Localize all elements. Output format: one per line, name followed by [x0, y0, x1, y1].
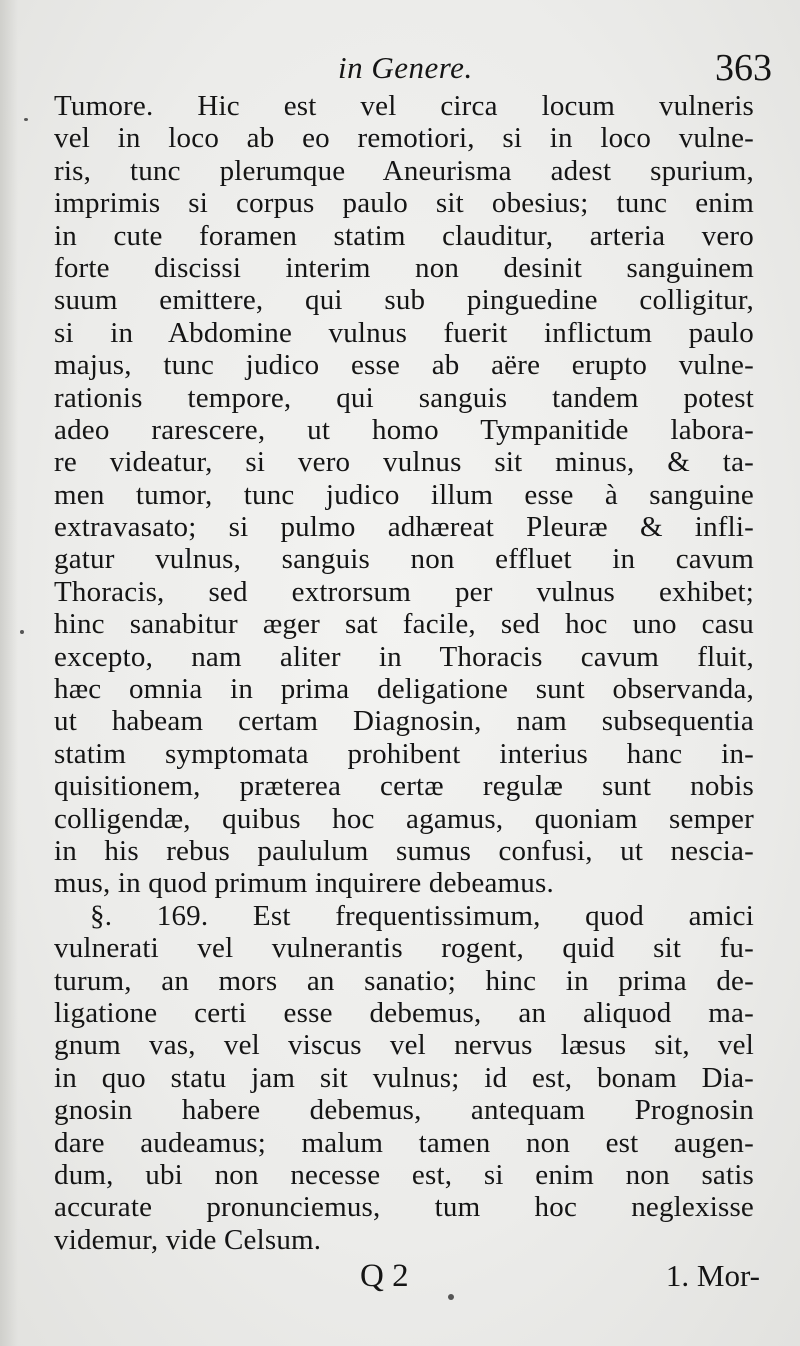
text-line: re videatur, si vero vulnus sit minus, & ta- — [54, 446, 754, 479]
text-line: vel in loco ab eo remotiori, si in loco vulne- — [54, 122, 754, 155]
text-line: gnum vas, vel viscus vel nervus læsus sit, vel — [54, 1029, 754, 1062]
text-line: dum, ubi non necesse est, si enim non satis — [54, 1158, 754, 1191]
text-line: colligendæ, quibus hoc agamus, quoniam semper — [54, 802, 754, 835]
text-line: adeo rarescere, ut homo Tympanitide labora- — [54, 413, 754, 446]
text-line: in quo statu jam sit vulnus; id est, bonam Dia- — [54, 1061, 754, 1094]
page-footer — [0, 1258, 800, 1308]
text-line: Thoracis, sed extrorsum per vulnus exhibet; — [54, 575, 754, 608]
text-line: quisitionem, præterea certæ regulæ sunt nobis — [54, 770, 754, 803]
text-line: men tumor, tunc judico illum esse à sanguine — [54, 478, 754, 511]
text-line: hinc sanabitur æger sat facile, sed hoc uno casu — [54, 608, 754, 641]
text-line: videmur, vide Celsum. — [54, 1223, 322, 1256]
ink-speck — [448, 1294, 454, 1300]
text-line: imprimis si corpus paulo sit obesius; tunc enim — [54, 187, 754, 220]
section-start-line: §. 169. Est frequentissimum, quod amici — [90, 899, 754, 932]
text-line: extravasato; si pulmo adhæreat Pleuræ & infli- — [54, 511, 754, 544]
text-line: accurate pronunciemus, tum hoc neglexisse — [54, 1191, 754, 1224]
text-line: ris, tunc plerumque Aneurisma adest spurium, — [54, 154, 754, 187]
text-line: rationis tempore, qui sanguis tandem potest — [54, 381, 754, 414]
body-text — [54, 90, 754, 1256]
text-line: hæc omnia in prima deligatione sunt observanda, — [54, 673, 754, 706]
text-line: gatur vulnus, sanguis non effluet in cavum — [54, 543, 754, 576]
text-line: suum emittere, qui sub pinguedine colligitur, — [54, 284, 754, 317]
signature-mark: Q 2 — [360, 1258, 409, 1294]
text-line: ligatione certi esse debemus, an aliquod ma- — [54, 996, 754, 1029]
text-line: si in Abdomine vulnus fuerit inflictum paulo — [54, 316, 754, 349]
page-number: 363 — [715, 47, 772, 89]
text-line: statim symptomata prohibent interius hanc in- — [54, 737, 754, 770]
page-header — [0, 46, 800, 96]
text-line: vulnerati vel vulnerantis rogent, quid sit fu- — [54, 932, 754, 965]
text-line: forte discissi interim non desinit sanguinem — [54, 251, 754, 284]
catchword: 1. Mor- — [665, 1258, 760, 1293]
ink-speck — [24, 118, 28, 121]
text-line: turum, an mors an sanatio; hinc in prima de- — [54, 964, 754, 997]
text-line: gnosin habere debemus, antequam Prognosin — [54, 1094, 754, 1127]
ink-speck — [20, 630, 24, 634]
text-line: dare audeamus; malum tamen non est augen- — [54, 1126, 754, 1159]
text-line: in cute foramen statim clauditur, arteria vero — [54, 219, 754, 252]
text-line: Tumore. Hic est vel circa locum vulneris — [54, 90, 754, 122]
text-line: ut habeam certam Diagnosin, nam subsequentia — [54, 705, 754, 738]
text-line: mus, in quod primum inquirere debeamus. — [54, 867, 554, 900]
text-line: majus, tunc judico esse ab aëre erupto vulne- — [54, 349, 754, 382]
text-line: in his rebus paululum sumus confusi, ut nescia- — [54, 834, 754, 867]
running-title: in Genere. — [338, 50, 473, 85]
text-line: excepto, nam aliter in Thoracis cavum fluit, — [54, 640, 754, 673]
page-gutter-shadow — [0, 0, 18, 1346]
